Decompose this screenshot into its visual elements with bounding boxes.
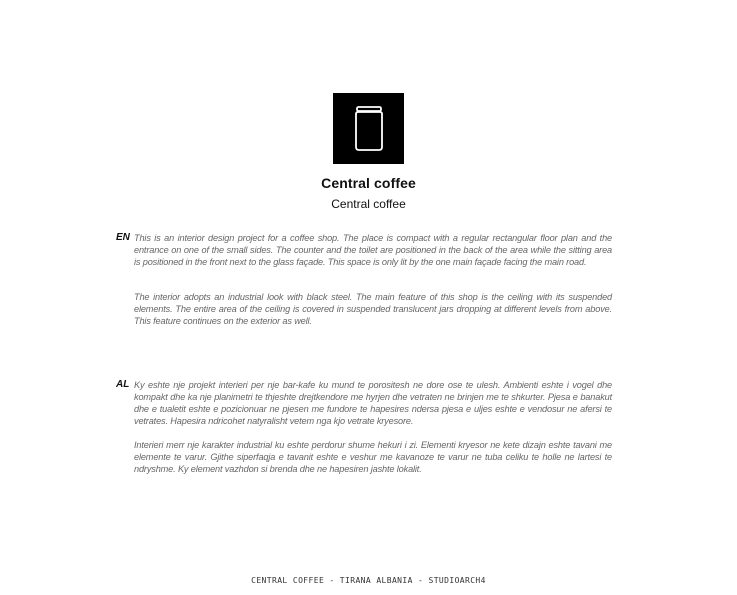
page-subtitle: Central coffee	[331, 197, 406, 211]
al-paragraph-2: Interieri merr nje karakter industrial ku eshte perdorur shume hekuri i zi. Elementi kryesor ne kete dizajn eshte tavani me elemente te varur. Gjithe siperfaqja e tavanit eshte e veshur me kavanoze te varur ne tuba celiku te holle ne lartesi te ndryshme. Ky element vazhdon si brenda dhe ne hapesiren jashte lokalit.	[134, 440, 612, 474]
jar-icon	[333, 93, 404, 164]
page-footer: CENTRAL COFFEE - TIRANA ALBANIA - STUDIOARCH4	[251, 576, 486, 585]
language-label-en: EN	[116, 232, 130, 243]
al-paragraph-1: Ky eshte nje projekt interieri per nje bar-kafe ku mund te porositesh ne dore ose te ulesh. Ambienti eshte i vogel dhe kompakt dhe ka nje planimetri te thjeshte drejtkendore me hyrjen dhe vetraten ne brinjen me te shkurter. Pjesa e banakut dhe e tualetit eshte e pozicionuar ne pjesen me fundore te hapesires ndersa pjesa e uljes eshte e vendosur ne afersi te vetrates. Hapesira ndricohet natyralisht vetem nga kjo vetrate kryesore.	[134, 380, 612, 426]
project-logo	[333, 93, 404, 164]
language-label-al: AL	[116, 379, 130, 390]
en-paragraph-1: This is an interior design project for a coffee shop. The place is compact with a regular rectangular floor plan and the entrance on one of the small sides. The counter and the toilet are positioned in the back of the area while the sitting area is positioned in the front next to the glass façade. This space is only lit by the one main façade facing the main road.	[134, 233, 612, 267]
page-title: Central coffee	[321, 175, 416, 191]
en-paragraph-2: The interior adopts an industrial look with black steel. The main feature of this shop is the ceiling with its suspended elements. The entire area of the ceiling is covered in suspended translucent jars dropping at different levels from above. This feature continues on the exterior as well.	[134, 292, 612, 326]
